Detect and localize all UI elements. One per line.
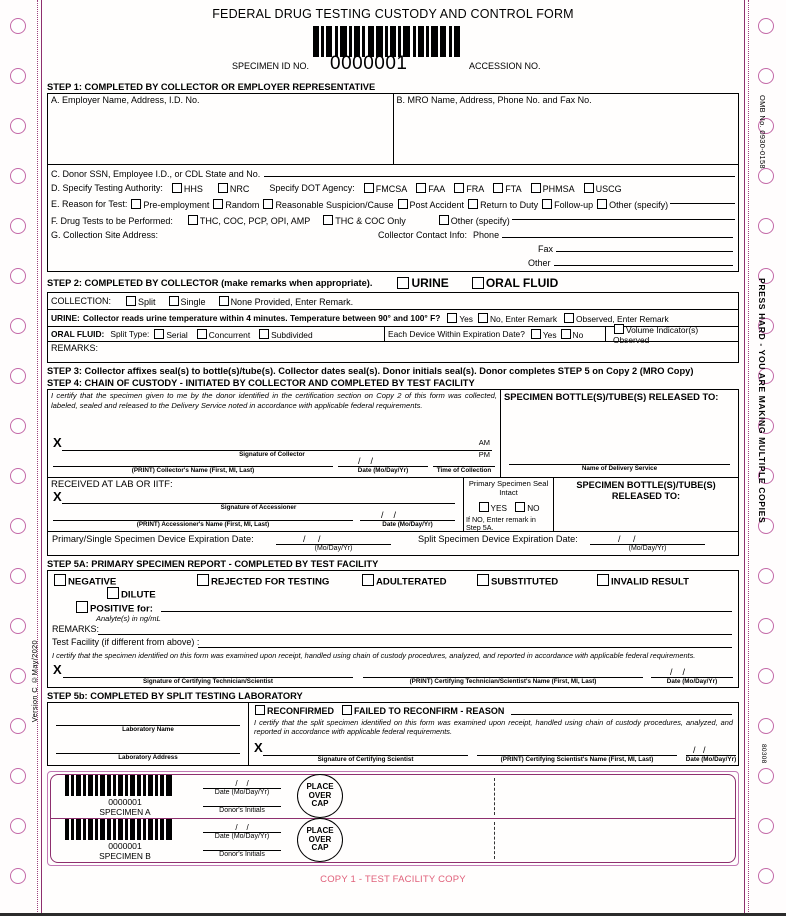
specimen-b-tear-line	[494, 822, 495, 859]
specimen-id-block	[47, 21, 739, 79]
option-device-yes: Yes	[542, 329, 557, 340]
option-temp-no: No, Enter Remark	[490, 313, 558, 324]
specimen-a-initials-label: Donor's Initials	[219, 806, 265, 814]
positive-analytes-input[interactable]	[161, 611, 732, 612]
step2-header-row	[47, 276, 739, 290]
option-seal-yes: YES	[490, 503, 507, 513]
feed-hole	[10, 268, 26, 284]
checkbox-urine[interactable]	[397, 277, 409, 289]
released-to-cell	[501, 390, 738, 477]
other-contact-label: Other	[528, 258, 551, 268]
option-volume-indicator: Volume Indicator(s) Observed	[613, 324, 699, 345]
checkbox-dilute[interactable]	[107, 587, 119, 599]
option-fmcsa: FMCSA	[375, 183, 408, 194]
checkbox-reason-other[interactable]	[597, 199, 607, 209]
feed-hole	[10, 668, 26, 684]
option-faa: FAA	[428, 183, 446, 194]
specimen-b-id: 0000001	[108, 841, 142, 852]
specimen-a-date-label: Date (Mo/Day/Yr)	[214, 788, 270, 796]
feed-hole	[10, 768, 26, 784]
press-hard-notice: PRESS HARD - YOU ARE MAKING MULTIPLE COPIES	[757, 278, 767, 524]
specimen-a-id: 0000001	[108, 797, 142, 808]
checkbox-split[interactable]	[126, 296, 136, 306]
step2-box	[47, 292, 739, 363]
feed-hole	[758, 68, 774, 84]
specimen-b-initials-label: Donor's Initials	[219, 850, 265, 858]
step4-box	[47, 389, 739, 556]
omb-number: OMB No. 0930-0158	[758, 95, 767, 169]
collector-contact-label: Collector Contact Info:	[378, 230, 468, 240]
checkbox-device-yes[interactable]	[531, 329, 541, 339]
checkbox-negative[interactable]	[54, 574, 66, 586]
step2-remarks-label: REMARKS:	[51, 343, 99, 353]
drug-tests-row	[48, 212, 738, 229]
primary-exp-mdy: (Mo/Day/Yr)	[314, 545, 353, 552]
am-label: AM	[478, 438, 490, 447]
phone-input[interactable]	[502, 237, 733, 238]
page-title: FEDERAL DRUG TESTING CUSTODY AND CONTROL FORM	[212, 7, 574, 21]
step3-header: STEP 3: Collector affixes seal(s) to bottle(s)/tube(s). Collector dates seal(s). Donor initials seal(s). Donor completes STEP 5 on Copy 2 (MRO Copy)	[47, 366, 694, 376]
checkbox-volume-indicator[interactable]	[614, 324, 624, 334]
collection-time-label: Time of Collection	[436, 467, 492, 474]
step5b-header: STEP 5b: COMPLETED BY SPLIT TESTING LABORATORY	[47, 690, 303, 701]
oral-split-type-group	[48, 327, 385, 341]
version-note: Version C ©May/2020	[30, 640, 39, 723]
cap-text-line1: PLACE	[306, 782, 334, 792]
checkbox-failed-to-reconfirm[interactable]	[342, 705, 352, 715]
option-rejected: REJECTED FOR TESTING	[211, 576, 330, 588]
reason-label: E. Reason for Test:	[51, 199, 128, 209]
feed-hole	[758, 718, 774, 734]
option-dilute: DILUTE	[121, 589, 156, 601]
option-positive: POSITIVE for:	[90, 603, 153, 615]
option-urine: URINE	[411, 276, 449, 290]
checkbox-oral-fluid[interactable]	[472, 277, 484, 289]
step5a-box	[47, 570, 739, 688]
option-phmsa: PHMSA	[542, 183, 575, 194]
specimen-a-name: SPECIMEN A	[99, 807, 151, 818]
donor-ssn-row	[48, 164, 738, 180]
specimen-b-cap-seal	[297, 818, 343, 862]
mro-field[interactable]	[394, 94, 739, 164]
checkbox-phmsa[interactable]	[531, 183, 541, 193]
option-follow-up: Follow-up	[554, 199, 594, 210]
collector-name-label: (PRINT) Collector's Name (First, MI, Last)	[131, 467, 255, 474]
collection-label: COLLECTION:	[51, 296, 112, 306]
feed-hole	[10, 68, 26, 84]
option-subdivided: Subdivided	[271, 329, 313, 340]
accessioner-signature-label: Signature of Accessioner	[220, 504, 297, 511]
step1-header: STEP 1: COMPLETED BY COLLECTOR OR EMPLOYER REPRESENTATIVE	[47, 82, 376, 92]
reason-for-test-row	[48, 196, 738, 212]
step5a-date-label: Date (Mo/Day/Yr)	[666, 677, 718, 685]
option-uscg: USCG	[595, 183, 622, 194]
step5b-date-label: Date (Mo/Day/Yr)	[685, 755, 737, 763]
volume-indicator-group	[606, 324, 738, 345]
option-failed-to-reconfirm: FAILED TO RECONFIRM - REASON	[354, 705, 505, 716]
received-at-lab-label: RECEIVED AT LAB OR IITF:	[51, 479, 173, 490]
collection-type-row	[48, 293, 738, 309]
checkbox-thc-coc-pcp-opi-amp[interactable]	[188, 215, 198, 225]
checkbox-invalid-result[interactable]	[597, 574, 609, 586]
option-temp-observed: Observed, Enter Remark	[576, 313, 669, 324]
checkbox-temp-yes[interactable]	[447, 313, 457, 323]
checkbox-return-to-duty[interactable]	[468, 199, 478, 209]
option-oral-fluid: ORAL FLUID	[485, 276, 559, 290]
option-reconfirmed: RECONFIRMED	[267, 705, 334, 716]
checkbox-random[interactable]	[213, 199, 223, 209]
step4-header: STEP 4: CHAIN OF CUSTODY - INITIATED BY COLLECTOR AND COMPLETED BY TEST FACILITY	[47, 378, 475, 388]
specimen-a-barcode	[65, 775, 185, 796]
collection-site-label: G. Collection Site Address:	[51, 230, 159, 240]
device-expiration-row: Primary/Single Specimen Device Expiration Date: / / (Mo/Day/Yr) Split Specimen Device Expiration Date: / / (Mo/Day/Yr)	[48, 531, 738, 555]
feed-hole	[10, 818, 26, 834]
option-five-panel: THC, COC, PCP, OPI, AMP	[199, 216, 311, 226]
checkbox-thc-coc-only[interactable]	[323, 215, 333, 225]
checkbox-subdivided[interactable]	[259, 329, 269, 339]
specimen-id-value: 0000001	[330, 53, 408, 74]
checkbox-reasonable-suspicion[interactable]	[263, 199, 273, 209]
specimen-a-cap-seal	[297, 774, 343, 818]
feed-hole	[10, 418, 26, 434]
lab-name-label: Laboratory Name	[122, 725, 174, 733]
released-to-cell-2	[554, 478, 738, 531]
seal-intact-label: Primary Specimen Seal Intact	[468, 479, 549, 497]
checkbox-positive[interactable]	[76, 601, 88, 613]
device-question: Each Device Within Expiration Date?	[388, 329, 525, 339]
option-seal-no: NO	[527, 503, 540, 513]
cap-text-line1: PLACE	[306, 826, 334, 836]
lab-info-cell	[48, 703, 249, 765]
test-facility-label: Test Facility (if different from above) :	[52, 637, 200, 647]
checkbox-rejected[interactable]	[197, 574, 209, 586]
certifying-tech-signature-x: X	[53, 661, 62, 677]
specimen-b-name: SPECIMEN B	[99, 851, 151, 862]
feed-hole	[758, 768, 774, 784]
checkbox-follow-up[interactable]	[542, 199, 552, 209]
step5b-box	[47, 702, 739, 766]
option-serial: Serial	[166, 329, 188, 340]
option-pre-employment: Pre-employment	[143, 199, 210, 210]
oral-fluid-row	[48, 324, 738, 345]
employer-label: A. Employer Name, Address, I.D. No.	[51, 95, 200, 105]
testing-authority-row	[48, 180, 738, 196]
feed-hole	[758, 218, 774, 234]
checkbox-substituted[interactable]	[477, 574, 489, 586]
perforation-line-left-inner	[41, 0, 42, 916]
option-return-to-duty: Return to Duty	[480, 199, 539, 210]
feed-hole	[758, 818, 774, 834]
certifying-scientist-signature-x: X	[254, 739, 263, 755]
fax-input[interactable]	[556, 251, 733, 252]
checkbox-seal-no[interactable]	[515, 502, 525, 512]
split-exp-label: Split Specimen Device Expiration Date:	[418, 534, 578, 544]
drug-tests-label: F. Drug Tests to be Performed:	[51, 215, 173, 226]
copy-footer: COPY 1 - TEST FACILITY COPY	[320, 873, 466, 885]
donor-ssn-input[interactable]	[264, 176, 735, 177]
option-thc-coc-only: THC & COC Only	[335, 216, 406, 226]
received-at-lab-cell: RECEIVED AT LAB OR IITF: X Signature of Accessioner (PRINT) Accessioner's Name (First, MI, Last) / / Date (Mo/Day/Yr)	[48, 478, 464, 531]
certifying-tech-signature-label: Signature of Certifying Technician/Scientist	[142, 677, 274, 685]
feed-hole	[10, 468, 26, 484]
checkbox-device-no[interactable]	[561, 329, 571, 339]
perforation-line-right-outer	[748, 0, 749, 916]
option-device-no: No	[572, 329, 584, 340]
collector-certification-cell: I certify that the specimen given to me by the donor identified in the certification section on Copy 2 of this form was collected, labeled, sealed and released to the Delivery Service noted in accordance with applicable federal requirements. X Signature of Collector AM PM (PRINT) Collector's Name (First, MI, Last) / / Date (Mo/Day/Yr) Time of Collection	[48, 390, 501, 477]
collector-signature-label: Signature of Collector	[239, 451, 305, 458]
seal-intact-cell	[464, 478, 554, 531]
specimen-label-b: 0000001 SPECIMEN B / / Date (Mo/Day/Yr) Donor's Initials PLACE OVER CAP	[51, 818, 735, 862]
primary-exp-label: Primary/Single Specimen Device Expiration Date:	[52, 534, 254, 544]
option-fta: FTA	[505, 183, 522, 194]
released-to-label-2: SPECIMEN BOTTLE(S)/TUBE(S) RELEASED TO:	[576, 480, 716, 502]
checkbox-tests-other[interactable]	[439, 215, 449, 225]
feed-hole	[758, 568, 774, 584]
step5b-certification: I certify that the split specimen identified on this form was examined upon receipt, handled using chain of custody procedures, analyzed, and reported in accordance with applicable federal requirements.	[254, 717, 733, 737]
option-reason-other: Other (specify)	[609, 199, 669, 210]
certifying-scientist-signature-label: Signature of Certifying Scientist	[317, 755, 414, 763]
option-temp-yes: Yes	[459, 313, 473, 324]
checkbox-temp-observed[interactable]	[564, 313, 574, 323]
form-code: 80308	[760, 744, 767, 764]
test-facility-input[interactable]	[198, 647, 732, 648]
fax-label: Fax	[538, 244, 554, 254]
cap-text-line2: OVER	[308, 834, 332, 844]
specimen-id-label: SPECIMEN ID NO.	[232, 61, 310, 71]
accession-date-label: Date (Mo/Day/Yr)	[382, 521, 433, 528]
checkbox-uscg[interactable]	[584, 183, 594, 193]
specimen-b-date-label: Date (Mo/Day/Yr)	[214, 832, 270, 840]
checkbox-faa[interactable]	[416, 183, 426, 193]
employer-field[interactable]	[48, 94, 394, 164]
reconfirm-reason-input[interactable]	[511, 714, 732, 715]
checkbox-none-provided[interactable]	[219, 296, 229, 306]
feed-hole	[758, 668, 774, 684]
accessioner-name-label: (PRINT) Accessioner's Name (First, MI, Last)	[136, 521, 270, 528]
option-single: Single	[180, 296, 206, 307]
option-concurrent: Concurrent	[208, 329, 251, 340]
collection-site-row	[48, 229, 738, 271]
option-adulterated: ADULTERATED	[376, 576, 447, 588]
oral-label: ORAL FLUID:	[51, 329, 105, 339]
mro-label: B. MRO Name, Address, Phone No. and Fax No.	[396, 95, 592, 105]
feed-hole	[10, 518, 26, 534]
feed-hole	[10, 568, 26, 584]
lab-address-label: Laboratory Address	[118, 753, 178, 761]
option-tests-other: Other (specify)	[450, 216, 510, 226]
collector-certification-text: I certify that the specimen given to me by the donor identified in the certification section on Copy 2 of this form was collected, labeled, sealed and released to the Delivery Service noted in accordance with applicable federal requirements.	[51, 391, 497, 411]
checkbox-fra[interactable]	[454, 183, 464, 193]
checkbox-serial[interactable]	[154, 329, 164, 339]
cap-text-line3: CAP	[311, 799, 329, 809]
urine-temp-text: Collector reads urine temperature within 4 minutes. Temperature between 90° and 100° F?	[82, 313, 441, 323]
option-split: Split	[138, 296, 156, 307]
checkbox-nrc[interactable]	[218, 183, 228, 193]
step5a-remarks-label: REMARKS:	[52, 624, 100, 634]
reason-other-input[interactable]	[670, 203, 735, 204]
step5a-header: STEP 5A: PRIMARY SPECIMEN REPORT - COMPLETED BY TEST FACILITY	[47, 559, 379, 569]
feed-hole	[758, 618, 774, 634]
feed-hole	[10, 168, 26, 184]
step5a-certification: I certify that the specimen identified on this form was examined upon receipt, handled using chain of custody procedures, analyzed, and reported in accordance with applicable federal requirements.	[52, 651, 696, 660]
other-contact-input[interactable]	[554, 265, 733, 266]
urine-label: URINE:	[51, 313, 80, 323]
checkbox-single[interactable]	[169, 296, 179, 306]
testing-authority-label: D. Specify Testing Authority:	[51, 183, 163, 193]
option-post-accident: Post Accident	[409, 199, 465, 210]
feed-hole	[10, 618, 26, 634]
specimen-label-a: 0000001 SPECIMEN A / / Date (Mo/Day/Yr) Donor's Initials PLACE OVER CAP	[51, 775, 735, 818]
checkbox-reconfirmed[interactable]	[255, 705, 265, 715]
test-facility-row	[48, 637, 738, 651]
option-fra: FRA	[466, 183, 485, 194]
collection-date-label: Date (Mo/Day/Yr)	[357, 467, 409, 474]
checkbox-concurrent[interactable]	[197, 329, 207, 339]
step5a-remarks-row	[48, 624, 738, 637]
checkbox-fta[interactable]	[493, 183, 503, 193]
split-exp-mdy: (Mo/Day/Yr)	[628, 545, 667, 552]
checkbox-seal-yes[interactable]	[479, 502, 489, 512]
feed-hole	[10, 18, 26, 34]
checkbox-post-accident[interactable]	[398, 199, 408, 209]
pm-label: PM	[478, 450, 490, 459]
accessioner-signature-x: X	[53, 489, 62, 504]
checkbox-hhs[interactable]	[172, 183, 182, 193]
option-substituted: SUBSTITUTED	[491, 576, 559, 588]
option-random: Random	[225, 199, 260, 210]
feed-hole	[10, 218, 26, 234]
checkbox-temp-no[interactable]	[478, 313, 488, 323]
feed-hole	[10, 118, 26, 134]
form-body	[47, 0, 739, 916]
cap-text-line2: OVER	[308, 790, 332, 800]
phone-label: Phone	[473, 230, 500, 240]
option-reasonable-suspicion: Reasonable Suspicion/Cause	[275, 199, 394, 210]
checkbox-pre-employment[interactable]	[131, 199, 141, 209]
step1-box	[47, 93, 739, 272]
released-to-label: SPECIMEN BOTTLE(S)/TUBE(S) RELEASED TO:	[504, 391, 719, 402]
specimen-label-strip	[47, 771, 739, 866]
feed-hole	[10, 868, 26, 884]
delivery-service-label: Name of Delivery Service	[581, 465, 658, 472]
reconfirm-cell: RECONFIRMED FAILED TO RECONFIRM - REASON I certify that the split specimen identified on this form was examined upon receipt, handled using chain of custody procedures, analyzed, and reported in accordance with applicable federal requirements. X Signature of Certifying Scientist (PRINT) Certifying Scientist's Name (First, MI, Last) / / Date (Mo/Day/Yr)	[249, 703, 738, 765]
checkbox-fmcsa[interactable]	[364, 183, 374, 193]
accession-label: ACCESSION NO.	[469, 61, 541, 71]
feed-hole	[758, 868, 774, 884]
step5a-remarks-input[interactable]	[98, 634, 732, 635]
step5a-signature-row: X Signature of Certifying Technician/Scientist (PRINT) Certifying Technician/Scientist's Name (First, MI, Last) / / Date (Mo/Day/Yr)	[48, 661, 738, 687]
perforation-line-left-outer	[37, 0, 38, 916]
specimen-b-barcode	[65, 819, 185, 840]
specimen-label-inner	[50, 774, 736, 863]
dot-agency-label: Specify DOT Agency:	[269, 183, 355, 193]
option-invalid-result: INVALID RESULT	[611, 576, 689, 588]
feed-hole	[10, 368, 26, 384]
feed-hole	[758, 168, 774, 184]
step5a-results	[48, 571, 738, 624]
specimen-a-tear-line	[494, 778, 495, 815]
certifying-scientist-name-label: (PRINT) Certifying Scientist's Name (First, MI, Last)	[500, 755, 654, 763]
option-hhs: HHS	[183, 183, 203, 194]
checkbox-adulterated[interactable]	[362, 574, 374, 586]
oral-split-label: Split Type:	[110, 329, 150, 339]
step2-header: STEP 2: COMPLETED BY COLLECTOR (make remarks when appropriate).	[47, 278, 373, 288]
seal-note: If NO, Enter remark in Step 5A.	[466, 514, 536, 533]
certifying-tech-name-label: (PRINT) Certifying Technician/Scientist's Name (First, MI, Last)	[409, 677, 597, 685]
perforation-line-right-inner	[744, 0, 745, 916]
option-nrc: NRC	[229, 183, 250, 194]
feed-hole	[10, 718, 26, 734]
feed-hole	[10, 318, 26, 334]
collector-signature-x: X	[53, 435, 62, 450]
option-negative: NEGATIVE	[68, 576, 117, 588]
cap-text-line3: CAP	[311, 843, 329, 853]
tests-other-input[interactable]	[512, 219, 735, 220]
option-none-provided: None Provided, Enter Remark.	[230, 296, 354, 307]
device-expiration-group	[385, 327, 606, 341]
tractor-feed-left	[0, 0, 40, 916]
donor-ssn-label: C. Donor SSN, Employee I.D., or CDL State and No.	[51, 169, 261, 179]
feed-hole	[758, 18, 774, 34]
analyte-note: Analyte(s) in ng/mL	[96, 614, 161, 623]
